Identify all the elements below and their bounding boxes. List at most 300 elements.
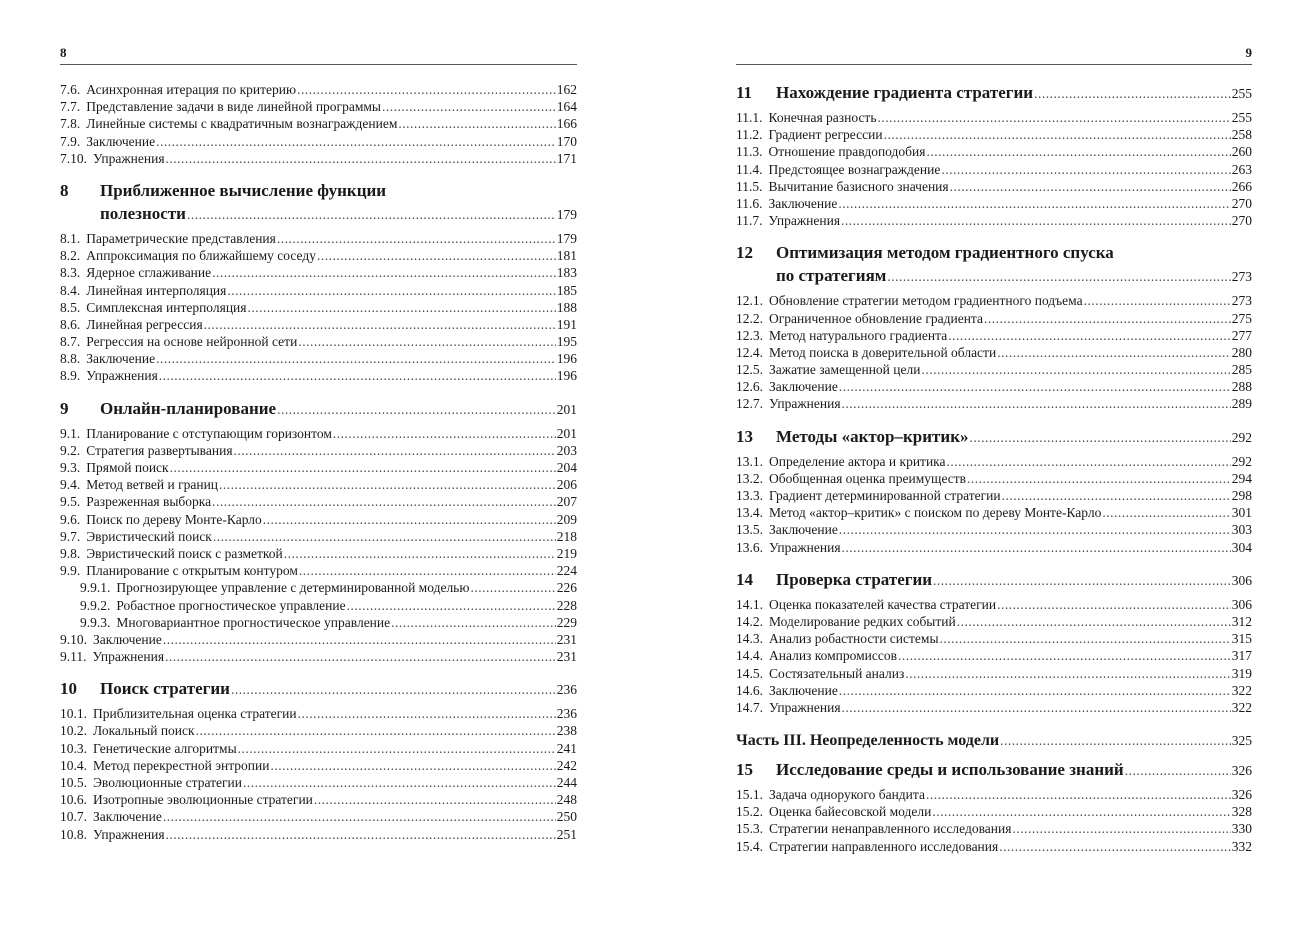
entry-title: Состязательный анализ [769,665,905,681]
entry-title: Метод натурального градиента [769,327,948,343]
entry-page: 229 [556,614,577,630]
chapter-page: 179 [556,206,577,222]
entry-number: 9.5. [60,494,81,510]
leader-dots [391,614,556,631]
toc-entry[interactable] [60,115,577,132]
toc-entry[interactable] [60,740,577,757]
entry-title: Упражнения [769,396,841,412]
entry-title: Конечная разность [768,110,877,125]
leader-dots [204,316,556,333]
entry-title: Упражнения [86,368,158,384]
entry-title: Задача однорукого бандита [769,787,925,803]
entry-number: 8.5. [60,299,81,315]
toc-entry[interactable] [736,665,1252,682]
entry-page: 330 [1231,821,1252,837]
leader-dots [905,665,1230,682]
right-page-header [736,40,1252,65]
entry-number: 10.1. [60,706,87,722]
toc-subentry[interactable] [60,614,577,631]
toc-entry[interactable] [60,528,577,545]
entry-number: 14.4. [736,648,763,664]
chapter-page: 236 [556,682,577,698]
entry-title: Предстоящее вознаграждение [768,161,941,177]
entry-title: Упражнения [768,213,841,229]
entry-number: 8.2. [60,248,81,264]
entry-page: 326 [1231,787,1252,803]
entry-page: 312 [1231,613,1252,629]
entry-number: 8.6. [60,316,81,332]
part-title: Часть III. Неопределенность модели [736,732,1000,750]
leader-dots [997,344,1231,361]
entry-title: Упражнения [769,539,841,555]
chapter-number: 8 [60,180,69,200]
entry-page: 224 [556,563,577,579]
entry-title: Моделирование редких событий [769,613,956,629]
toc-entry[interactable] [60,133,577,150]
toc-entry[interactable] [736,613,1252,630]
entry-number: 9.7. [60,528,81,544]
leader-dots [284,545,556,562]
entry-title: Обобщенная оценка преимуществ [769,470,967,486]
leader-dots [333,425,556,442]
toc-entry[interactable] [736,126,1252,143]
entry-page: 231 [556,649,577,665]
entry-number: 14.1. [736,596,763,612]
chapter-page: 306 [1231,572,1252,588]
entry-number: 10.3. [60,740,87,756]
entry-page: 241 [556,740,577,756]
entry-number: 14.3. [736,631,763,647]
entry-number: 10.2. [60,723,87,739]
entry-number: 7.7. [60,99,81,115]
leader-dots [878,109,1231,126]
toc-entry[interactable] [60,316,577,333]
entry-number: 12.3. [736,327,763,343]
entry-title: Планирование с отступающим горизонтом [86,425,332,441]
entry-number: 12.6. [736,379,763,395]
entry-title: Оценка байесовской модели [769,804,932,820]
leader-dots [1000,730,1231,752]
entry-page: 317 [1231,648,1252,664]
entry-title: Прямой поиск [86,460,169,475]
entry-title: Многовариантное прогностическое управление [116,614,391,630]
leader-dots [382,98,556,115]
leader-dots [227,282,555,299]
toc-entry[interactable] [60,545,577,562]
leader-dots [298,705,556,722]
toc-entry[interactable] [60,562,577,579]
entry-title: Планирование с открытым контуром [86,563,298,579]
entry-page: 251 [556,826,577,842]
entry-number: 12.7. [736,396,763,412]
entry-number: 15.2. [736,804,763,820]
leader-dots [297,81,556,98]
entry-page: 250 [556,809,577,825]
toc-entry[interactable] [736,487,1252,504]
entry-page: 277 [1231,327,1252,343]
toc-entry[interactable] [736,630,1252,647]
entry-page: 185 [556,282,577,298]
left-page-number: 8 [60,45,67,60]
leader-dots [999,838,1231,855]
toc-entry[interactable] [736,195,1252,212]
chapter-title-line2: по стратегиям [776,266,887,286]
leader-dots [196,722,556,739]
entry-number: 13.1. [736,453,763,469]
entry-number: 7.9. [60,133,81,149]
toc-entry[interactable] [60,98,577,115]
leader-dots [933,569,1231,592]
toc-entry[interactable] [60,774,577,791]
entry-number: 8.4. [60,282,81,298]
part-page: 325 [1231,733,1252,749]
entry-number: 14.2. [736,613,763,629]
chapter-title: Нахождение градиента стратегии [776,83,1034,102]
entry-page: 332 [1231,838,1252,854]
entry-page: 270 [1231,195,1252,211]
toc-entry[interactable] [60,826,577,843]
entry-page: 270 [1231,213,1252,229]
entry-title: Метод ветвей и границ [86,477,219,493]
leader-dots [948,327,1231,344]
toc-entry[interactable] [60,722,577,739]
leader-dots [470,579,555,596]
entry-title: Регрессия на основе нейронной сети [86,334,298,350]
leader-dots [967,470,1231,487]
leader-dots [957,613,1231,630]
toc-entry[interactable] [736,178,1252,195]
entry-number: 10.8. [60,826,87,842]
entry-page: 255 [1231,110,1252,125]
leader-dots [1002,487,1231,504]
entry-page: 263 [1231,161,1252,177]
leader-dots [842,395,1231,412]
entry-title: Поиск по дереву Монте-Карло [86,511,262,527]
toc-list-ch14 [736,596,1252,716]
toc-entry[interactable] [736,327,1252,344]
entry-page: 322 [1231,699,1252,715]
entry-page: 292 [1231,453,1252,469]
entry-title: Зажатие замещенной цели [769,362,921,378]
leader-dots [238,740,556,757]
leader-dots [884,126,1231,143]
leader-dots [277,230,556,247]
leader-dots [926,143,1230,160]
part-heading-3 [736,730,1252,752]
entry-page: 280 [1231,344,1252,360]
leader-dots [1034,82,1231,105]
chapter-number: 10 [60,679,77,699]
entry-number: 9.9.1. [80,580,111,596]
entry-number: 7.8. [60,116,81,132]
entry-page: 322 [1231,682,1252,698]
toc-entry[interactable] [60,247,577,264]
entry-title: Стратегии ненаправленного исследования [769,821,1012,837]
chapter-page: 326 [1231,763,1252,779]
leader-dots [213,528,556,545]
toc-entry[interactable] [736,292,1252,309]
entry-title: Заключение [769,682,838,698]
entry-page: 248 [556,792,577,808]
chapter-heading-8 [60,179,577,226]
entry-title: Разреженная выборка [86,494,212,510]
entry-page: 298 [1231,488,1252,503]
entry-title: Асинхронная итерация по критерию [86,82,297,97]
entry-title: Метод поиска в доверительной области [769,344,997,360]
entry-page: 319 [1231,665,1252,681]
toc-entry[interactable] [736,310,1252,327]
entry-page: 218 [556,528,577,544]
entry-title: Ограниченное обновление градиента [769,310,983,326]
toc-entry[interactable] [736,395,1252,412]
entry-page: 204 [556,460,577,475]
entry-title: Заключение [768,195,838,211]
toc-entry[interactable] [60,282,577,299]
entry-number: 12.1. [736,293,763,309]
toc-entry[interactable] [60,333,577,350]
chapter-title-line1: Приближенное вычисление функции [100,180,387,200]
entry-number: 9.6. [60,511,81,527]
toc-entry[interactable] [60,648,577,665]
entry-number: 13.3. [736,488,763,503]
toc-entry[interactable] [736,161,1252,178]
toc-entry[interactable] [736,820,1252,837]
entry-page: 203 [556,442,577,458]
entry-page: 196 [556,368,577,384]
toc-list-ch15 [736,786,1252,855]
entry-page: 166 [556,116,577,132]
entry-title: Линейная регрессия [86,316,203,332]
toc-entry[interactable] [60,459,577,476]
entry-number: 13.2. [736,470,763,486]
leader-dots [887,265,1230,288]
toc-entry[interactable] [736,596,1252,613]
leader-dots [1102,504,1230,521]
entry-page: 191 [556,316,577,332]
chapter-number: 13 [736,426,753,446]
entry-number: 11.4. [736,161,763,177]
entry-title: Линейная интерполяция [86,282,227,298]
entry-title: Представление задачи в виде линейной программы [86,99,381,115]
leader-dots [277,398,556,421]
toc-entry[interactable] [60,81,577,98]
entry-number: 8.9. [60,368,81,384]
chapter-page: 292 [1231,429,1252,445]
leader-dots [170,459,556,476]
toc-entry[interactable] [736,453,1252,470]
toc-entry[interactable] [60,791,577,808]
chapter-number: 9 [60,398,69,418]
leader-dots [842,699,1231,716]
toc-entry[interactable] [60,264,577,281]
leader-dots [270,757,555,774]
leader-dots [898,647,1231,664]
entry-number: 11.2. [736,127,763,143]
chapter-page: 273 [1231,269,1252,285]
entry-number: 9.8. [60,545,81,561]
toc-entry[interactable] [736,682,1252,699]
entry-title: Заключение [86,133,156,149]
entry-number: 12.5. [736,362,763,378]
entry-title: Эвристический поиск [86,528,212,544]
toc-entry[interactable] [60,631,577,648]
toc-entry[interactable] [60,150,577,167]
entry-page: 228 [556,597,577,613]
toc-entry[interactable] [736,470,1252,487]
entry-title: Линейные системы с квадратичным вознаграждением [86,116,398,132]
entry-number: 14.6. [736,682,763,698]
entry-number: 9.11. [60,649,87,665]
leader-dots [1012,820,1230,837]
leader-dots [234,442,556,459]
entry-number: 9.10. [60,631,87,647]
chapter-number: 11 [736,83,753,102]
entry-number: 13.5. [736,522,763,538]
toc-entry[interactable] [60,367,577,384]
entry-title: Заключение [769,522,838,538]
leader-dots [347,597,556,614]
toc-entry[interactable] [60,705,577,722]
leader-dots [842,539,1231,556]
entry-title: Эвристический поиск с разметкой [86,545,283,561]
toc-entry[interactable] [736,109,1252,126]
toc-entry[interactable] [736,803,1252,820]
entry-title: Параметрические представления [86,230,276,246]
toc-entry[interactable] [736,378,1252,395]
toc-list-ch10 [60,705,577,843]
leader-dots [298,333,555,350]
toc-entry[interactable] [60,757,577,774]
toc-entry[interactable] [736,699,1252,716]
chapter-title: Онлайн-планирование [100,398,277,418]
entry-title: Заключение [93,809,162,825]
entry-title: Градиент детерминированной стратегии [769,488,1001,503]
leader-dots [156,350,556,367]
entry-number: 10.7. [60,809,87,825]
leader-dots [839,378,1231,395]
entry-page: 195 [556,334,577,350]
toc-entry[interactable] [60,493,577,510]
chapter-heading-10 [60,677,577,701]
leader-dots [299,562,556,579]
leader-dots [838,195,1230,212]
toc-entry[interactable] [736,143,1252,160]
entry-page: 285 [1231,362,1252,378]
entry-page: 289 [1231,396,1252,412]
entry-title: Эволюционные стратегии [93,775,243,790]
entry-page: 288 [1231,379,1252,395]
chapter-title: Поиск стратегии [100,679,230,699]
toc-subentry[interactable] [60,597,577,614]
leader-dots [398,115,555,132]
toc-subentry[interactable] [60,579,577,596]
entry-number: 14.7. [736,699,763,715]
entry-number: 10.6. [60,792,87,808]
entry-number: 8.3. [60,265,81,281]
entry-title: Анализ робастности системы [769,631,939,647]
entry-page: 294 [1231,470,1252,486]
toc-entry[interactable] [736,212,1252,229]
chapter-heading-15 [736,758,1252,782]
leader-dots [839,521,1231,538]
toc-entry[interactable] [60,425,577,442]
entry-title: Упражнения [92,649,165,665]
entry-page: 266 [1231,178,1252,194]
entry-number: 9.1. [60,425,81,441]
entry-number: 15.4. [736,838,763,854]
toc-entry[interactable] [736,647,1252,664]
entry-page: 328 [1231,804,1252,820]
entry-number: 7.10. [60,150,87,166]
entry-page: 181 [556,248,577,264]
leader-dots [317,247,556,264]
leader-dots [947,453,1231,470]
entry-number: 10.4. [60,757,87,773]
toc-entry[interactable] [60,299,577,316]
toc-entry[interactable] [736,504,1252,521]
entry-number: 12.2. [736,310,763,326]
entry-number: 9.3. [60,460,81,475]
entry-number: 9.9.3. [80,614,111,630]
chapter-heading-9 [60,397,577,421]
chapter-number: 14 [736,569,753,589]
entry-page: 275 [1231,310,1252,326]
entry-title: Анализ компромиссов [769,648,898,664]
leader-dots [941,161,1230,178]
entry-title: Симплексная интерполяция [86,299,247,315]
toc-entry[interactable] [60,230,577,247]
toc-entry[interactable] [736,521,1252,538]
entry-number: 11.6. [736,195,763,211]
toc-entry[interactable] [736,786,1252,803]
entry-title: Упражнения [93,826,165,842]
toc-entry[interactable] [736,539,1252,556]
toc-entry[interactable] [60,476,577,493]
toc-entry[interactable] [60,442,577,459]
entry-number: 11.3. [736,144,763,160]
leader-dots [163,808,556,825]
toc-entry[interactable] [736,838,1252,855]
entry-title: Заключение [93,631,162,647]
entry-number: 13.4. [736,505,763,521]
toc-entry[interactable] [60,511,577,528]
leader-dots [166,826,556,843]
entry-number: 9.9. [60,563,81,579]
entry-title: Изотропные эволюционные стратегии [93,792,313,808]
leader-dots [1125,759,1231,782]
leader-dots [159,367,556,384]
toc-list-ch9 [60,425,577,666]
entry-title: Прогнозирующее управление с детерминированной моделью [116,580,470,596]
toc-entry[interactable] [60,808,577,825]
right-page-number: 9 [1245,45,1252,60]
toc-list-top [60,81,577,167]
entry-title: Обновление стратегии методом градиентного подъема [769,293,1083,309]
entry-title: Стратегии направленного исследования [769,838,999,854]
entry-number: 11.1. [736,110,763,125]
chapter-page: 201 [556,401,577,417]
right-page [736,40,1252,855]
leader-dots [187,203,556,226]
toc-list-ch13 [736,453,1252,556]
toc-entry[interactable] [736,361,1252,378]
toc-entry[interactable] [736,344,1252,361]
entry-page: 209 [556,511,577,527]
leader-dots [997,596,1231,613]
entry-number: 9.2. [60,442,81,458]
toc-entry[interactable] [60,350,577,367]
entry-page: 171 [556,150,577,166]
